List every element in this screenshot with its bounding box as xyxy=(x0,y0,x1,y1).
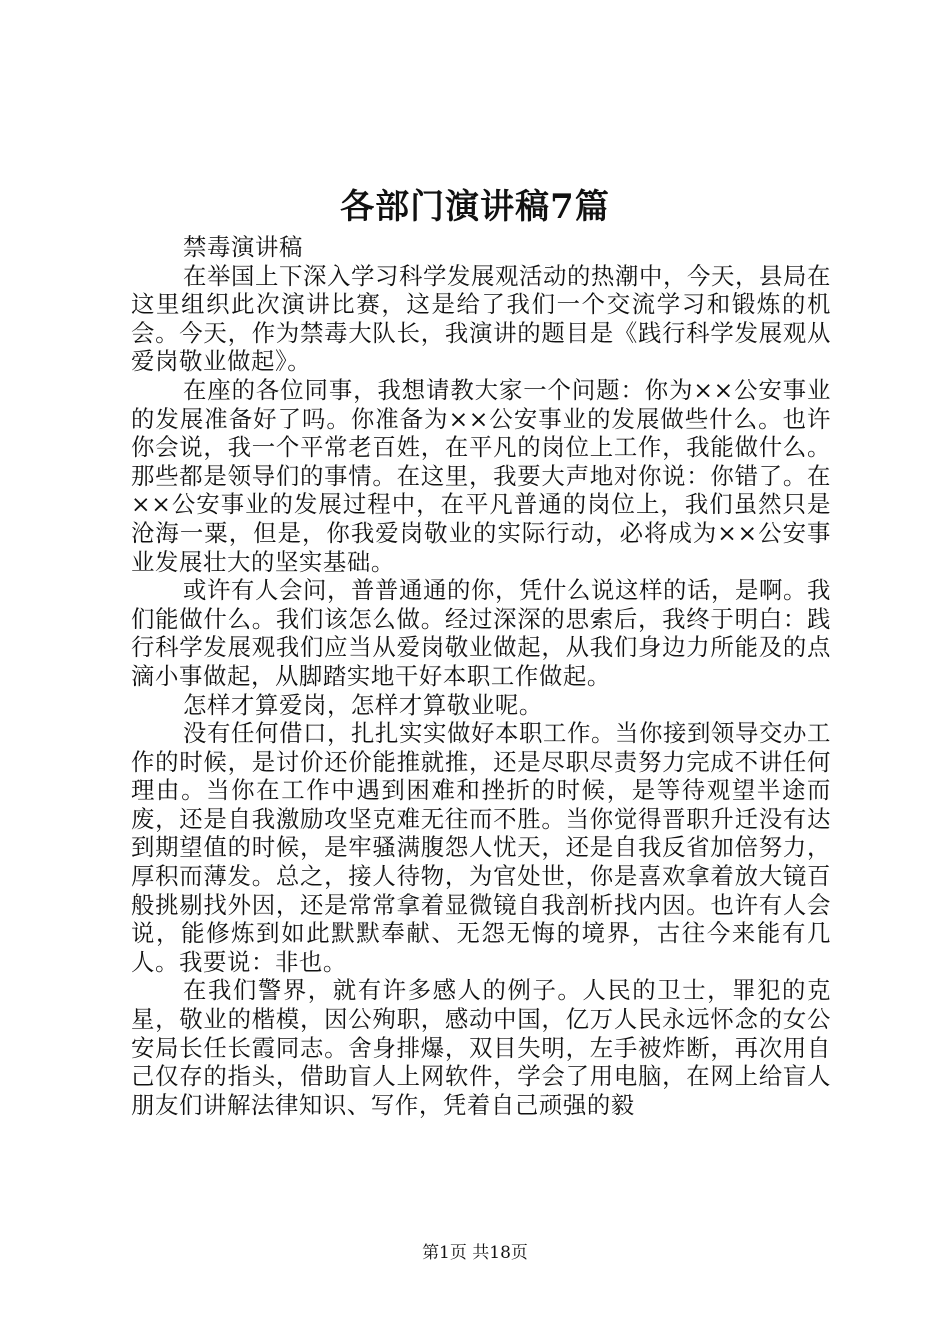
document-title: 各部门演讲稿7篇 xyxy=(340,187,610,227)
paragraph: 在座的各位同事，我想请教大家一个问题：你为××公安事业的发展准备好了吗。你准备为××公安事业的发展做些什么。也许你会说，我一个平常老百姓，在平凡的岗位上工作，我能做什么。那些都是领导们的事情。在这里，我要大声地对你说：你错了。在××公安事业的发展过程中，在平凡普通的岗位上，我们虽然只是沧海一粟，但是，你我爱岗敬业的实际行动，必将成为××公安事业发展壮大的坚实基础。 xyxy=(131,375,831,576)
paragraph: 没有任何借口，扎扎实实做好本职工作。当你接到领导交办工作的时候，是讨价还价能推就推，还是尽职尽责努力完成不讲任何理由。当你在工作中遇到困难和挫折的时候，是等待观望半途而废，还是自我激励攻坚克难无往而不胜。当你觉得晋职升迁没有达到期望值的时候，是牢骚满腹怨人忧天，还是自我反省加倍努力，厚积而薄发。总之，接人待物，为官处世，你是喜欢拿着放大镜百般挑剔找外因，还是常常拿着显微镜自我剖析找内因。也许有人会说，能修炼到如此默默奉献、无怨无悔的境界，古往今来能有几人。我要说：非也。 xyxy=(131,719,831,976)
paragraph-heading: 禁毒演讲稿 xyxy=(183,233,303,261)
document-body xyxy=(131,233,831,1119)
paragraph: 怎样才算爱岗，怎样才算敬业呢。 xyxy=(183,690,543,719)
paragraph: 或许有人会问，普普通通的你，凭什么说这样的话，是啊。我们能做什么。我们该怎么做。经过深深的思索后，我终于明白：践行科学发展观我们应当从爱岗敬业做起，从我们身边力所能及的点滴小事做起，从脚踏实地干好本职工作做起。 xyxy=(131,576,831,690)
paragraph: 在举国上下深入学习科学发展观活动的热潮中，今天，县局在这里组织此次演讲比赛，这是给了我们一个交流学习和锻炼的机会。今天，作为禁毒大队长，我演讲的题目是《践行科学发展观从爱岗敬业做起》。 xyxy=(131,261,831,376)
page-footer: 第1页 共18页 xyxy=(422,1243,528,1263)
paragraph: 在我们警界，就有许多感人的例子。人民的卫士，罪犯的克星，敬业的楷模，因公殉职，感动中国，亿万人民永远怀念的女公安局长任长霞同志。舍身排爆，双目失明，左手被炸断，再次用自己仅存的指头，借助盲人上网软件，学会了用电脑，在网上给盲人朋友们讲解法律知识、写作，凭着自己顽强的毅 xyxy=(131,976,831,1119)
